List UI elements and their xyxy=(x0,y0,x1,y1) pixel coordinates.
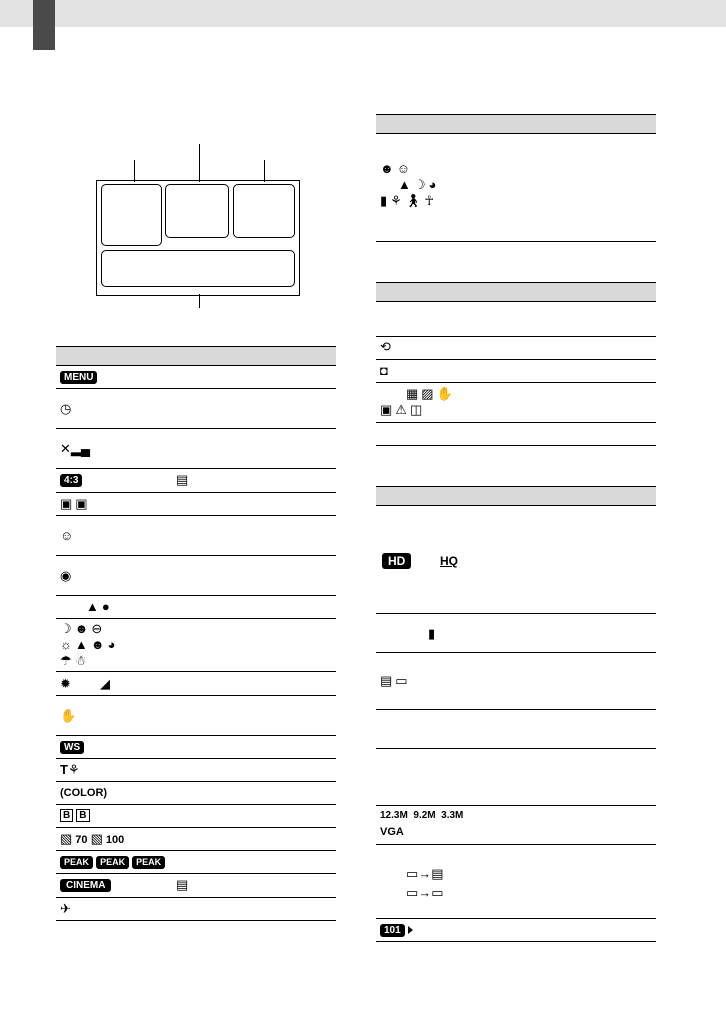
screen-layout-diagram xyxy=(96,140,300,310)
callout-line-center xyxy=(199,144,200,182)
image-size-3m: 3.3M xyxy=(441,810,464,821)
intelligent-auto-spotlight-icon: ◕ xyxy=(428,177,437,192)
table-row xyxy=(56,366,336,389)
x-v-color-icon: (COLOR) xyxy=(60,787,108,799)
repeat-playback-icon: ⟲ xyxy=(380,339,391,354)
copy-to-card-icon: ▭→▭ xyxy=(406,885,444,900)
white-balance-onepush-icon: ◢ xyxy=(100,676,110,691)
gps-signal-icon: ✕▂▄ xyxy=(60,441,91,456)
aspect-ratio-icon: 4:3 xyxy=(60,474,82,487)
steadyshot-off-icon: ✋ xyxy=(60,708,77,723)
movie-mode-icon: ▤ xyxy=(176,472,189,487)
fireworks-icon: ☼ xyxy=(60,637,72,652)
nd-value-100: 100 xyxy=(105,834,125,846)
nd-filter-icon: ▧ xyxy=(60,831,73,846)
intelligent-auto-twilight-icon: ☽ xyxy=(413,177,426,192)
tele-macro-label: T xyxy=(60,762,68,777)
right-indicator-table-1 xyxy=(376,114,656,242)
right-indicator-table-2 xyxy=(376,282,656,446)
table-row xyxy=(56,805,336,828)
intelligent-auto-macro-icon: ⚘ xyxy=(390,193,402,208)
media-warning-icon: ◫ xyxy=(409,402,423,417)
table-row xyxy=(56,874,336,898)
image-size-12m: 12.3M xyxy=(380,810,408,821)
table-row xyxy=(376,614,656,653)
copy-to-internal-icon: ▭→▤ xyxy=(406,866,444,881)
intelligent-auto-lowlight-icon: ▮ xyxy=(380,193,388,208)
intelligent-auto-baby-icon: ☺ xyxy=(396,161,410,176)
self-timer-icon: ◷ xyxy=(60,401,72,416)
screen-frame xyxy=(96,180,300,296)
left-indicator-table xyxy=(56,346,336,921)
menu-icon: MENU xyxy=(60,371,97,384)
image-size-9m: 9.2M xyxy=(413,810,436,821)
table-row xyxy=(376,423,656,446)
table-row xyxy=(56,759,336,782)
movie-mode-icon-2: ▤ xyxy=(176,877,189,892)
callout-line-right xyxy=(264,160,265,182)
callout-line-bottom xyxy=(199,294,200,308)
callout-line-left xyxy=(134,160,135,182)
right-indicator-table-3 xyxy=(376,486,656,942)
no-card-icon: ▨ xyxy=(421,386,434,401)
flight-mode-icon: ✈ xyxy=(60,901,71,916)
table-row xyxy=(376,337,656,360)
intelligent-auto-landscape-icon: ▲ xyxy=(398,177,411,192)
table-row xyxy=(56,469,336,493)
intelligent-auto-walking-icon: 🚶︎ xyxy=(404,193,422,208)
table-row xyxy=(56,736,336,759)
table-row xyxy=(376,710,656,749)
table-row xyxy=(56,828,336,851)
intelligent-auto-face-icon: ☻ xyxy=(380,161,394,176)
battery-icon: ▮ xyxy=(428,626,436,641)
camera-shake-icon: ✋ xyxy=(436,386,453,401)
section-tab-marker xyxy=(33,0,55,50)
table-row xyxy=(376,506,656,614)
table-row xyxy=(376,383,656,423)
wide-conversion-icon: ▣ xyxy=(60,496,73,511)
protect-icon: ◘ xyxy=(380,363,388,378)
hd-quality-icon: HD xyxy=(382,553,411,569)
table-row xyxy=(56,898,336,921)
table-header xyxy=(376,486,656,506)
table-row xyxy=(376,134,656,242)
table-row xyxy=(56,696,336,736)
table-header xyxy=(376,114,656,134)
bw-icon-1: B xyxy=(60,809,73,822)
camera-warning-icon: ▣ xyxy=(380,402,393,417)
table-row xyxy=(56,493,336,516)
face-detection-off-icon: ☺ xyxy=(60,528,74,543)
table-row xyxy=(56,672,336,696)
white-balance-outdoor-icon: ✹ xyxy=(60,676,71,691)
portrait-icon: ☻ xyxy=(90,637,105,652)
wind-noise-icon: WS xyxy=(60,741,84,754)
area-bottom xyxy=(101,250,295,287)
table-row xyxy=(376,653,656,710)
table-row xyxy=(376,749,656,806)
table-row xyxy=(56,596,336,619)
nd-filter-icon-2: ▧ xyxy=(90,831,103,846)
landscape-icon: ▲ xyxy=(74,637,88,652)
cinema-effect-icon: CINEMA xyxy=(60,879,111,892)
peaking-icon-1: PEAK xyxy=(60,856,93,869)
table-row xyxy=(376,806,656,845)
portrait-focus-icon: ● xyxy=(101,599,110,614)
tele-macro-icon: T⚘ xyxy=(60,762,80,777)
area-upper-right xyxy=(233,184,295,238)
snow-icon: ☃ xyxy=(74,653,87,668)
night-portrait-icon: ☻ xyxy=(74,621,89,636)
table-row xyxy=(56,782,336,805)
night-scene-icon: ☽ xyxy=(60,621,72,636)
table-row xyxy=(376,302,656,337)
table-row xyxy=(56,429,336,469)
sunrise-sunset-icon: ⊖ xyxy=(91,621,103,636)
spotlight-icon: ◕ xyxy=(107,637,116,652)
table-row xyxy=(376,360,656,383)
tele-conversion-icon: ▣ xyxy=(75,496,88,511)
internal-memory-icon: ▤ xyxy=(380,673,393,688)
bw-icon-2: B xyxy=(76,809,89,822)
table-row xyxy=(56,619,336,672)
peaking-icon-2: PEAK xyxy=(96,856,129,869)
warning-icon: ⚠ xyxy=(395,402,407,417)
hq-quality-icon: HQ xyxy=(440,554,458,568)
table-header xyxy=(376,282,656,302)
table-row xyxy=(56,389,336,429)
peaking-icon-3: PEAK xyxy=(132,856,165,869)
table-row xyxy=(376,919,656,942)
table-row xyxy=(56,556,336,596)
database-file-icon: ▦ xyxy=(406,386,419,401)
image-size-vga: VGA xyxy=(380,826,404,838)
playback-arrow-icon xyxy=(408,926,413,934)
table-row xyxy=(376,845,656,919)
table-row xyxy=(56,516,336,556)
smile-shutter-off-icon: ◉ xyxy=(60,568,72,583)
table-header xyxy=(56,346,336,366)
intelligent-auto-tripod-icon: ☥ xyxy=(424,193,435,208)
area-upper-left xyxy=(101,184,162,246)
area-upper-center xyxy=(165,184,229,238)
folder-number-icon: 101 xyxy=(380,924,405,937)
top-header-bar xyxy=(0,0,726,27)
memory-card-icon: ▭ xyxy=(395,673,408,688)
beach-icon: ☂ xyxy=(60,653,72,668)
nd-value-70: 70 xyxy=(75,834,88,846)
landscape-focus-icon: ▲ xyxy=(86,599,99,614)
table-row xyxy=(56,851,336,874)
